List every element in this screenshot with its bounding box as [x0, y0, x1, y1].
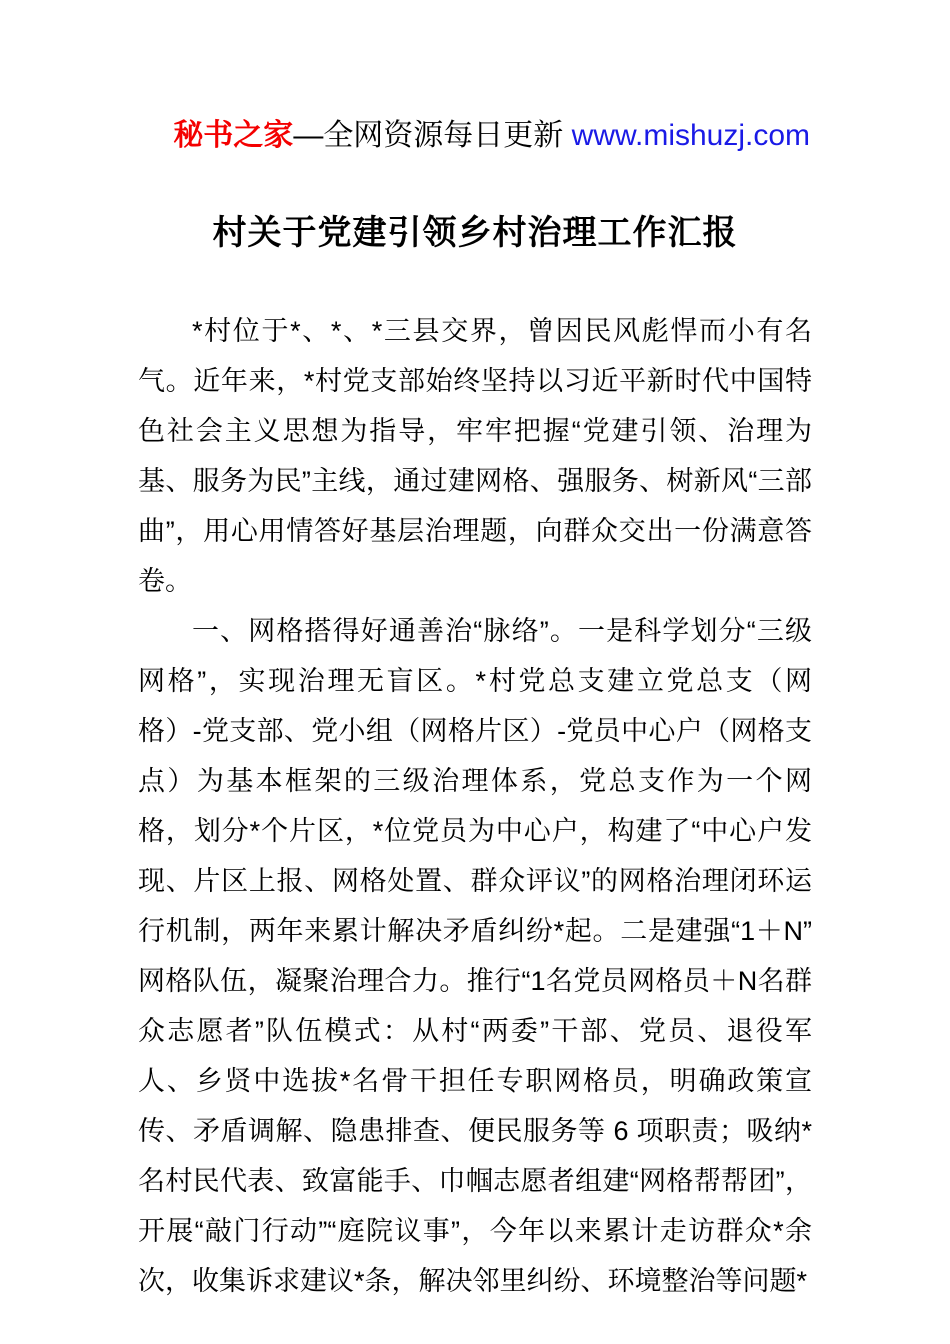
paragraph-section-one: 一、网格搭得好通善治“脉络”。一是科学划分“三级网格”，实现治理无盲区。*村党总支建立党总支（网格）-党支部、党小组（网格片区）-党员中心户（网格支点）为基本框架的三级治理体系，党总支作为一个网格，划分*个片区，*位党员为中心户，构建了“中心户发现、片区上报、网格处置、群众评议”的网格治理闭环运行机制，两年来累计解决矛盾纠纷*起。二是建强“1＋N”网格队伍，凝聚治理合力。推行“1名党员网格员＋N名群众志愿者”队伍模式：从村“两委”干部、党员、退役军人、乡贤中选拔*名骨干担任专职网格员，明确政策宣传、矛盾调解、隐患排查、便民服务等 6 项职责；吸纳*名村民代表、致富能手、巾帼志愿者组建“网格帮帮团”，开展“敲门行动”“庭院议事”，今年以来累计走访群众*余次，收集诉求建议*条，解决邻里纠纷、环境整治等问题*: [138, 616, 812, 1296]
site-brand: 秘书之家: [173, 119, 294, 152]
document-body: [138, 306, 812, 1306]
site-tagline: —全网资源每日更新: [293, 119, 572, 152]
paragraph-intro: *村位于*、*、*三县交界，曾因民风彪悍而小有名气。近年来，*村党支部始终坚持以习近平新时代中国特色社会主义思想为指导，牢牢把握“党建引领、治理为基、服务为民”主线，通过建网格、强服务、树新风“三部曲”，用心用情答好基层治理题，向群众交出一份满意答卷。: [138, 316, 812, 596]
site-url-link[interactable]: www.mishuzj.com: [571, 119, 811, 152]
site-header: [0, 0, 950, 196]
document-title: 村关于党建引领乡村治理工作汇报: [212, 214, 738, 252]
